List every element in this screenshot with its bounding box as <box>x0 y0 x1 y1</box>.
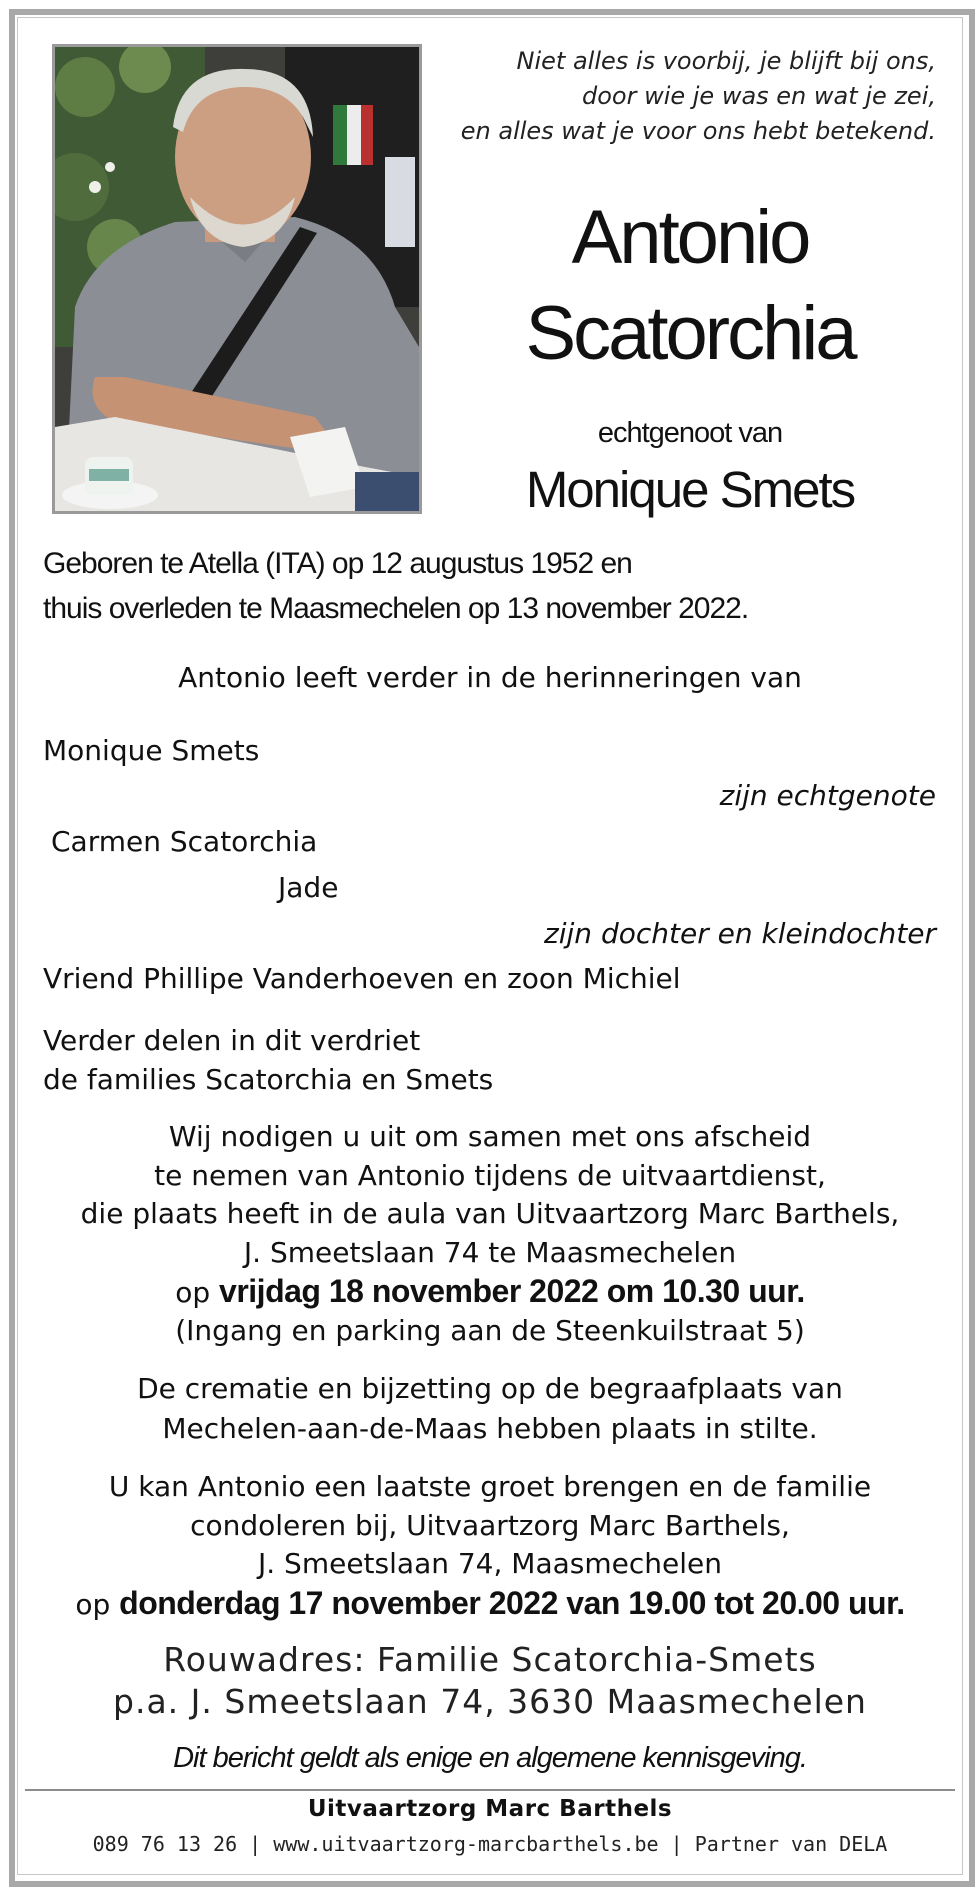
mourning-address-line: p.a. J. Smeetslaan 74, 3630 Maasmechelen <box>113 1682 867 1721</box>
mourning-address-line: Rouwadres: Familie Scatorchia-Smets <box>163 1640 817 1679</box>
footer-contact-info: 089 76 13 26 | www.uitvaartzorg-marcbarthels.be | Partner van DELA <box>92 1832 888 1856</box>
family-monique-role: zijn echtgenote <box>719 779 936 812</box>
ceremony-line: Wij nodigen u uit om samen met ons afscheid <box>168 1120 812 1153</box>
visitation-date <box>30 1585 950 1622</box>
family-carmen-role: zijn dochter en kleindochter <box>544 917 936 950</box>
families-line-1: Verder delen in dit verdriet <box>43 1024 421 1057</box>
poem-line: Niet alles is voorbij, je blijft bij ons, <box>516 47 936 75</box>
ceremony-date-bold: vrijdag 18 november 2022 om 10.30 uur. <box>219 1273 805 1309</box>
family-carmen: Carmen Scatorchia <box>51 825 318 858</box>
birth-line: Geboren te Atella (ITA) op 12 augustus 1952 en <box>43 547 632 580</box>
cremation-line: De crematie en bijzetting op de begraafplaats van <box>137 1372 843 1405</box>
ceremony-line: te nemen van Antonio tijdens de uitvaartdienst, <box>154 1159 826 1192</box>
footer-divider <box>25 1789 955 1791</box>
death-line: thuis overleden te Maasmechelen op 13 november 2022. <box>43 592 749 625</box>
ceremony-line: die plaats heeft in de aula van Uitvaartzorg Marc Barthels, <box>80 1197 900 1230</box>
memory-intro: Antonio leeft verder in de herinneringen van <box>178 661 802 694</box>
deceased-last-name: Scatorchia <box>525 291 855 376</box>
poem-line: en alles wat je voor ons hebt betekend. <box>460 117 936 145</box>
visitation-date-prefix: op <box>75 1588 111 1621</box>
visitation-line: J. Smeetslaan 74, Maasmechelen <box>258 1547 722 1580</box>
deceased-first-name: Antonio <box>571 195 809 280</box>
poem <box>436 44 936 149</box>
families-line-2: de families Scatorchia en Smets <box>43 1063 494 1096</box>
general-notice: Dit bericht geldt als enige en algemene kennisgeving. <box>173 1742 807 1774</box>
portrait-photo <box>52 44 422 514</box>
ceremony-date <box>30 1273 950 1310</box>
family-friend: Vriend Phillipe Vanderhoeven en zoon Michiel <box>43 962 681 995</box>
visitation-line: condoleren bij, Uitvaartzorg Marc Barthels, <box>190 1509 790 1542</box>
poem-line: door wie je was en wat je zei, <box>581 82 936 110</box>
visitation-date-bold: donderdag 17 november 2022 van 19.00 tot 20.00 uur. <box>119 1585 905 1621</box>
cremation-line: Mechelen-aan-de-Maas hebben plaats in stilte. <box>162 1412 818 1445</box>
ceremony-line: J. Smeetslaan 74 te Maasmechelen <box>243 1236 737 1269</box>
ceremony-date-prefix: op <box>175 1276 211 1309</box>
ceremony-entrance: (Ingang en parking aan de Steenkuilstraat 5) <box>175 1314 805 1347</box>
family-jade: Jade <box>278 871 339 904</box>
spouse-name: Monique Smets <box>525 461 855 518</box>
family-monique: Monique Smets <box>43 734 260 767</box>
footer-company: Uitvaartzorg Marc Barthels <box>307 1796 673 1822</box>
visitation-line: U kan Antonio een laatste groet brengen en de familie <box>108 1470 872 1503</box>
spouse-label: echtgenoot van <box>597 417 783 449</box>
